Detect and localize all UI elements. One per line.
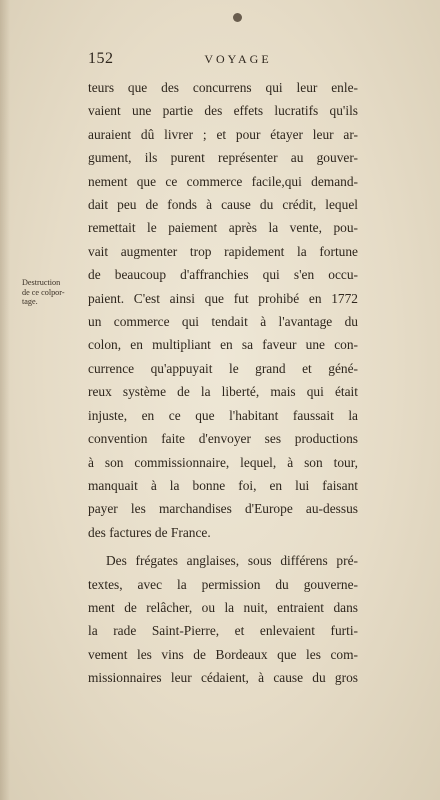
- text-line: teurs que des concurrens qui leur enle-: [88, 80, 358, 95]
- text-line: de beaucoup d'affranchies qui s'en occu-: [88, 267, 358, 283]
- text-line: Des frégates anglaises, sous différens pré-: [106, 553, 358, 569]
- text-line: dait peu de fonds à cause du crédit, lequel: [88, 197, 358, 213]
- margin-note-line: tage.: [22, 297, 38, 306]
- text-line: des factures de France.: [88, 524, 211, 540]
- text-line: textes, avec la permission du gouverne-: [88, 576, 358, 592]
- margin-note-line: Destruction: [22, 278, 61, 287]
- text-line: à son commissionnaire, lequel, à son tour,: [88, 454, 358, 470]
- text-line: nement que ce commerce facile,qui demand-: [88, 173, 358, 189]
- text-line: un commerce qui tendait à l'avantage du: [88, 314, 358, 330]
- page-number: 152: [88, 50, 114, 67]
- text-line: reux système de la liberté, mais qui était: [88, 384, 358, 400]
- text-line: gument, ils purent représenter au gouver-: [88, 150, 358, 166]
- running-head: VOYAGE: [204, 52, 272, 66]
- text-line: payer les marchandises d'Europe au-dessus: [88, 501, 358, 517]
- paragraph-2: [88, 549, 358, 689]
- text-line: colon, en multipliant en sa faveur une con-: [88, 337, 358, 353]
- text-line: ment de relâcher, ou la nuit, entraient dans: [88, 599, 358, 615]
- text-line: missionnaires leur cédaient, à cause du gros: [88, 670, 358, 686]
- page-header: [88, 50, 358, 70]
- text-line: auraient dû livrer ; et pour étayer leur ar-: [88, 126, 358, 142]
- text-line: remettait le paiement après la vente, pou-: [88, 220, 358, 236]
- ink-spot: [233, 13, 242, 22]
- text-line: currence qu'appuyait le grand et géné-: [88, 360, 358, 376]
- paragraph-1: [88, 76, 358, 544]
- text-line: convention faite d'envoyer ses productions: [88, 431, 358, 447]
- text-line: vement les vins de Bordeaux que les com-: [88, 646, 358, 662]
- margin-note: [22, 278, 88, 307]
- text-line: injuste, en ce que l'habitant faussait la: [88, 407, 358, 423]
- text-line: la rade Saint-Pierre, et enlevaient furti-: [88, 623, 358, 639]
- text-line: vaient une partie des effets lucratifs qu'ils: [88, 103, 358, 119]
- text-line: paient. C'est ainsi que fut prohibé en 1772: [88, 290, 358, 306]
- text-line: vait augmenter trop rapidement la fortune: [88, 243, 358, 259]
- body-text: [88, 76, 358, 690]
- margin-note-line: de ce colpor-: [22, 287, 65, 297]
- text-line: manquait à la bonne foi, en lui faisant: [88, 477, 358, 493]
